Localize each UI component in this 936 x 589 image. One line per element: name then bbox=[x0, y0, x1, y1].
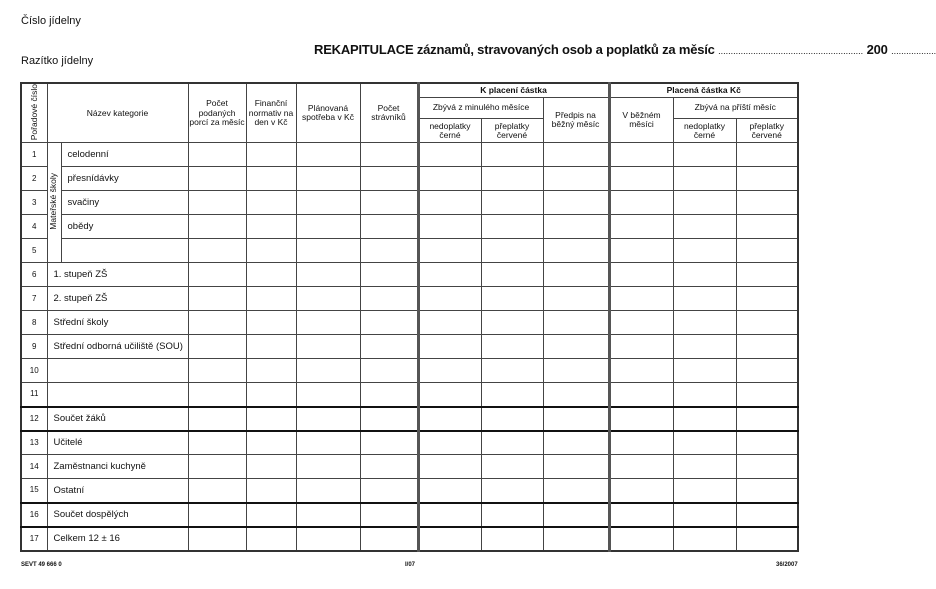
title-dots: .......................................................... bbox=[718, 46, 864, 56]
row-label: Učitelé bbox=[47, 431, 188, 455]
cislo-jidelny-label: Číslo jídelny bbox=[21, 15, 81, 27]
table-row: 17 Celkem 12 ± 16 bbox=[21, 527, 798, 551]
col-k-placeni: K placení částka bbox=[418, 83, 609, 97]
table-row: 2 přesnídávky bbox=[21, 167, 798, 191]
row-label: 1. stupeň ZŠ bbox=[47, 263, 188, 287]
row-label: Střední odborná učiliště (SOU) bbox=[47, 335, 188, 359]
table-row: 4 obědy bbox=[21, 215, 798, 239]
title-year: 200 bbox=[866, 42, 888, 57]
table-row: 6 1. stupeň ZŠ bbox=[21, 263, 798, 287]
col-nedoplatky-cerne: nedoplatky černé bbox=[418, 119, 481, 143]
table-row: 1 Mateřské školy celodenní bbox=[21, 143, 798, 167]
group-materske-skoly: Mateřské školy bbox=[47, 143, 61, 263]
table-row: 5 bbox=[21, 239, 798, 263]
col-poradove: Pořadové číslo bbox=[21, 83, 47, 143]
col-zbyva-minuly: Zbývá z minulého měsíce bbox=[418, 97, 543, 119]
footer-date: 36/2007 bbox=[776, 562, 798, 568]
footer-code: SEVT 49 666 0 bbox=[21, 562, 62, 568]
table-row: 16 Součet dospělých bbox=[21, 503, 798, 527]
col-predpis: Předpis na běžný měsíc bbox=[543, 97, 609, 143]
razitko-jidelny-label: Razítko jídelny bbox=[21, 55, 94, 67]
col-planovana: Plánovaná spotřeba v Kč bbox=[296, 83, 360, 143]
table-row: 14 Zaměstnanci kuchyně bbox=[21, 455, 798, 479]
table-row: 13 Učitelé bbox=[21, 431, 798, 455]
col-zbyva-pristi: Zbývá na příští měsíc bbox=[673, 97, 798, 119]
footer-version: I/07 bbox=[405, 562, 416, 568]
year-dots: .................. bbox=[891, 46, 936, 56]
table-row: 9 Střední odborná učiliště (SOU) bbox=[21, 335, 798, 359]
col-preplatky-cervene: přeplatky červené bbox=[481, 119, 543, 143]
col-placena: Placená částka Kč bbox=[609, 83, 798, 97]
row-label bbox=[61, 239, 188, 263]
row-label: obědy bbox=[61, 215, 188, 239]
table-row: 8 Střední školy bbox=[21, 311, 798, 335]
table-row: 12 Součet žáků bbox=[21, 407, 798, 431]
col-nazev: Název kategorie bbox=[47, 83, 188, 143]
col-financni: Finanční normativ na den v Kč bbox=[246, 83, 296, 143]
recap-table bbox=[20, 82, 799, 552]
row-label: přesnídávky bbox=[61, 167, 188, 191]
table-row: 11 bbox=[21, 383, 798, 407]
col-pocet-porci: Počet podaných porcí za měsíc bbox=[188, 83, 246, 143]
form-title bbox=[314, 42, 936, 57]
row-label bbox=[47, 383, 188, 407]
col-pocet-stravniku: Počet strávníků bbox=[360, 83, 418, 143]
col-v-beznem: V běžném měsíci bbox=[609, 97, 673, 143]
row-label: Celkem 12 ± 16 bbox=[47, 527, 188, 551]
table-row: 7 2. stupeň ZŠ bbox=[21, 287, 798, 311]
row-label: svačiny bbox=[61, 191, 188, 215]
row-label: Součet dospělých bbox=[47, 503, 188, 527]
row-label: Ostatní bbox=[47, 479, 188, 503]
title-text: REKAPITULACE záznamů, stravovaných osob a poplatků za měsíc bbox=[314, 42, 715, 57]
row-label: celodenní bbox=[61, 143, 188, 167]
table-row: 15 Ostatní bbox=[21, 479, 798, 503]
row-label: Součet žáků bbox=[47, 407, 188, 431]
col-preplatky-cervene-2: přeplatky červené bbox=[736, 119, 798, 143]
row-label: 2. stupeň ZŠ bbox=[47, 287, 188, 311]
table-row: 3 svačiny bbox=[21, 191, 798, 215]
table-row: 10 bbox=[21, 359, 798, 383]
col-nedoplatky-cerne-2: nedoplatky černé bbox=[673, 119, 736, 143]
row-label bbox=[47, 359, 188, 383]
row-label: Střední školy bbox=[47, 311, 188, 335]
row-label: Zaměstnanci kuchyně bbox=[47, 455, 188, 479]
